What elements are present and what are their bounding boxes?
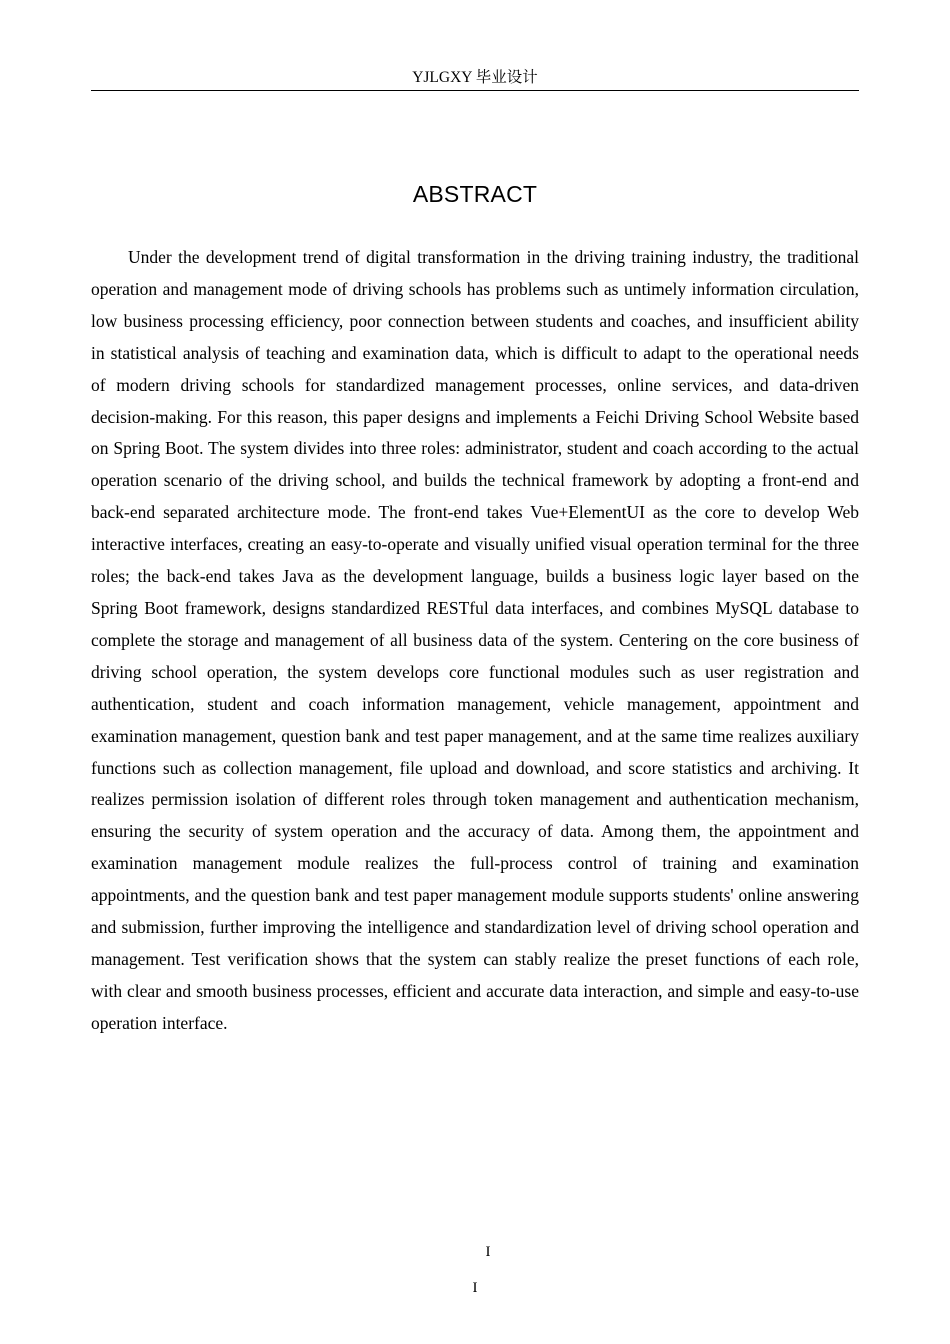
abstract-body: Under the development trend of digital transformation in the driving training industry, the traditional operation and management mode of driving schools has problems such as untimely information circulation, low business processing efficiency, poor connection between students and coaches, and insufficient ability in statistical analysis of teaching and examination data, which is difficult to adapt to the operational needs of modern driving schools for standardized management processes, online services, and data-driven decision-making. For this reason, this paper designs and implements a Feichi Driving School Website based on Spring Boot. The system divides into three roles: administrator, student and coach according to the actual operation scenario of the driving school, and builds the technical framework by adopting a front-end and back-end separated architecture mode. The front-end takes Vue+ElementUI as the core to develop Web interactive interfaces, creating an easy-to-operate and visually unified visual operation terminal for the three roles; the back-end takes Java as the development language, builds a business logic layer based on the Spring Boot framework, designs standardized RESTful data interfaces, and combines MySQL database to complete the storage and management of all business data of the system. Centering on the core business of driving school operation, the system develops core functional modules such as user registration and authentication, student and coach information management, vehicle management, appointment and examination management, question bank and test paper management, and at the same time realizes auxiliary functions such as collection management, file upload and download, and score statistics and archiving. It realizes permission isolation of different roles through token management and authentication mechanism, ensuring the security of system operation and the accuracy of data. Among them, the appointment and examination management module realizes the full-process control of training and examination appointments, and the question bank and test paper management module supports students' online answering and submission, further improving the intelligence and standardization level of driving school operation and management. Test verification shows that the system can stably realize the preset functions of each role, with clear and smooth business processes, efficient and accurate data interaction, and simple and easy-to-use operation interface. [91, 247, 859, 1033]
page-number-upper: I [485, 1244, 491, 1260]
page-number-lower: I [472, 1280, 478, 1296]
page-header: YJLGXY 毕业设计 [91, 68, 859, 91]
abstract-title: ABSTRACT [412, 181, 538, 207]
